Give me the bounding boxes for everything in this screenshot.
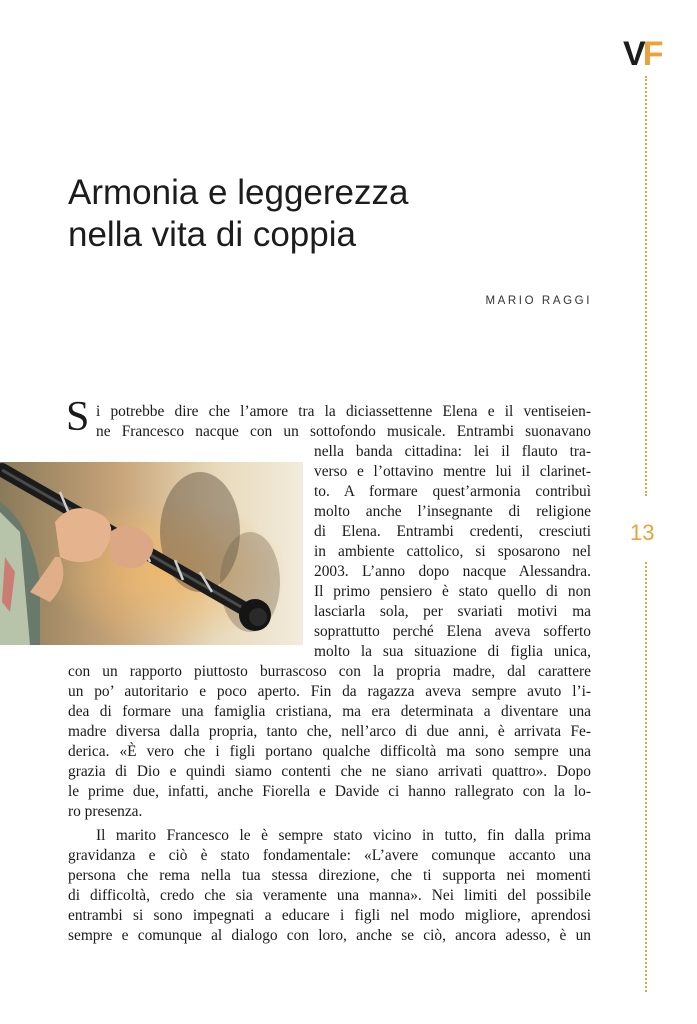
body-line: Il primo pensiero è stato quello di non [314, 583, 591, 600]
magazine-logo [623, 34, 660, 74]
body-line: in ambiente cattolico, si sposarono nel [314, 543, 591, 560]
title-line-1: Armonia e leggerezza [68, 173, 409, 212]
drop-cap: S [66, 394, 90, 440]
body-line: molto anche l’insegnante di religione [314, 503, 591, 520]
clarinet-photo [0, 462, 303, 645]
body-line: un po’ autoritario e poco aperto. Fin da ragazza aveva sempre avuto l’i- [68, 683, 591, 700]
body-line: con un rapporto piuttosto burrascoso con la propria madre, dal carattere [68, 663, 591, 680]
body-line: di Elena. Entrambi credenti, cresciuti [314, 523, 591, 540]
body-line: entrambi si sono impegnati a educare i figli nel modo migliore, aprendosi [68, 907, 591, 924]
body-line: persona che rema nella tua stessa direzione, che ti supporta nei momenti [68, 867, 591, 884]
article-title [68, 172, 588, 256]
body-line: verso e l’ottavino mentre lui il clarinet- [314, 463, 591, 480]
author-byline: MARIO RAGGI [485, 295, 592, 307]
body-line: madre diversa dalla propria, tanto che, nell’arco di due anni, è arrivata Fe- [68, 723, 591, 740]
logo-letter-f: F [642, 35, 661, 73]
body-line: molto la sua situazione di figlia unica, [314, 643, 591, 660]
title-line-2: nella vita di coppia [68, 215, 356, 254]
body-line: Il marito Francesco le è sempre stato vicino in tutto, fin dalla prima [96, 827, 591, 844]
dotted-rule-bottom [645, 562, 647, 992]
body-line: ne Francesco nacque con un sottofondo musicale. Entrambi suonavano [96, 423, 591, 440]
body-line: derica. «È vero che i figli portano qualche difficoltà ma sono sempre una [68, 743, 591, 760]
body-line: grazia di Dio e quindi siamo contenti che ne siano arrivati quattro». Dopo [68, 763, 591, 780]
body-line: i potrebbe dire che l’amore tra la diciassettenne Elena e il ventiseien- [96, 403, 591, 420]
body-line: le prime due, infatti, anche Fiorella e Davide ci hanno rallegrato con la lo- [68, 783, 591, 800]
body-line: ro presenza. [68, 803, 143, 820]
body-line: gravidanza e ciò è stato fondamentale: «L’avere comunque accanto una [68, 847, 591, 864]
body-line: nella banda cittadina: lei il flauto tra- [314, 443, 591, 460]
body-line: to. A formare quest’armonia contribuì [314, 483, 591, 500]
body-line: sempre e comunque al dialogo con loro, anche se ciò, ancora adesso, è un [68, 927, 591, 944]
page-number: 13 [630, 520, 655, 545]
logo-letter-v: V [623, 35, 643, 73]
body-line: di difficoltà, credo che sia veramente una manna». Nei limiti del possibile [68, 887, 591, 904]
body-line: lasciarla sola, per svariati motivi ma [314, 603, 591, 620]
body-line: dea di formare una famiglia cristiana, ma era determinata a diventare una [68, 703, 591, 720]
clarinet-photo-icon [0, 462, 303, 645]
body-line: 2003. L’anno dopo nacque Alessandra. [314, 563, 591, 580]
body-line: soprattutto perché Elena aveva sofferto [314, 623, 591, 640]
dotted-rule-top [645, 76, 647, 496]
